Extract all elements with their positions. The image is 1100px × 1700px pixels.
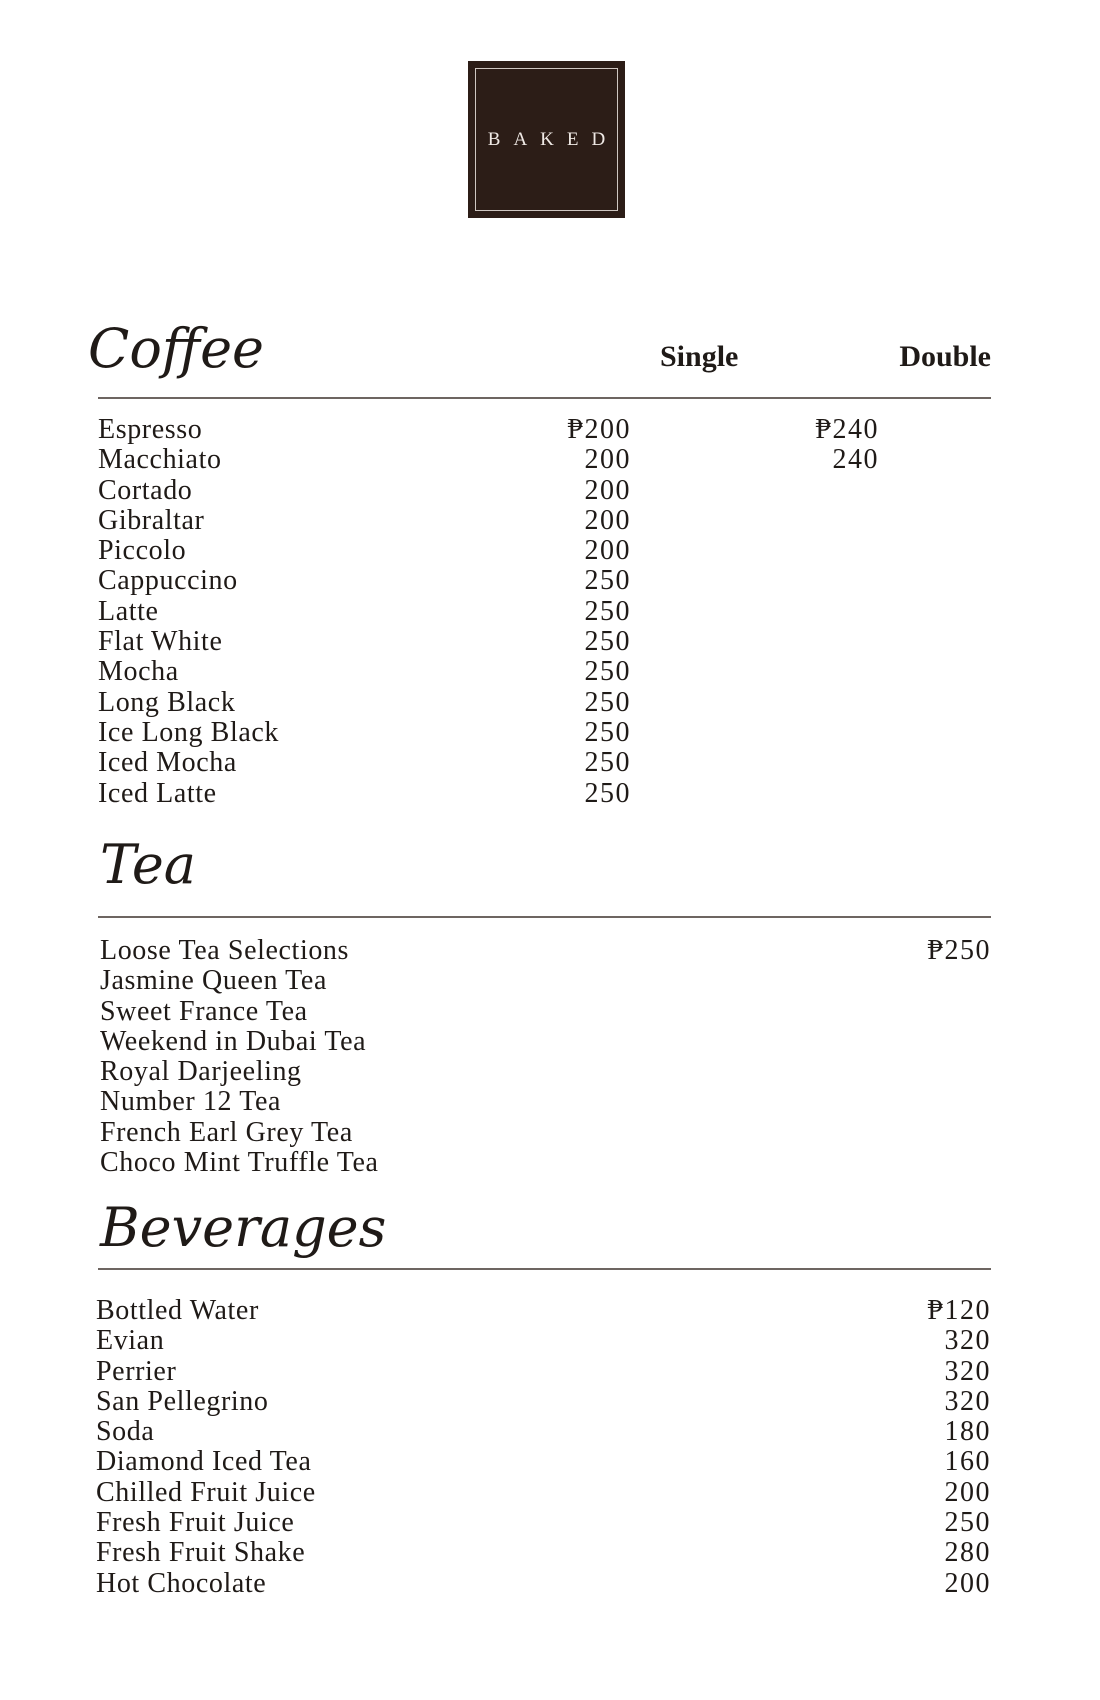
menu-item xyxy=(98,536,991,566)
menu-item xyxy=(96,1478,991,1508)
column-header-single: Single xyxy=(660,340,739,373)
price-single: 250 xyxy=(584,716,631,748)
item-name: Loose Tea Selections xyxy=(100,935,350,966)
beverages-divider xyxy=(98,1268,991,1270)
item-name: Cortado xyxy=(98,474,193,506)
price-single: 200 xyxy=(584,444,631,476)
item-price: ₱120 xyxy=(927,1295,991,1326)
menu-item xyxy=(98,566,991,596)
price-single: 250 xyxy=(584,747,631,779)
menu-item xyxy=(96,1357,991,1387)
price-single: 250 xyxy=(584,626,631,658)
item-name: Perrier xyxy=(96,1355,177,1387)
price-single: ₱200 xyxy=(567,414,631,445)
item-name: Evian xyxy=(96,1325,165,1357)
menu-item xyxy=(98,779,991,809)
logo-frame xyxy=(475,68,618,211)
item-name: Bottled Water xyxy=(96,1295,259,1326)
menu-item xyxy=(100,1118,991,1148)
item-name: Espresso xyxy=(98,414,203,445)
item-name: San Pellegrino xyxy=(96,1385,269,1417)
tea-divider xyxy=(98,916,991,918)
item-price: 160 xyxy=(944,1446,991,1478)
item-name: Fresh Fruit Juice xyxy=(96,1507,295,1539)
menu-item xyxy=(100,966,991,996)
item-name: Flat White xyxy=(98,626,223,658)
item-name: Iced Latte xyxy=(98,777,217,809)
price-single: 250 xyxy=(584,777,631,809)
coffee-divider xyxy=(98,397,991,399)
item-name: Soda xyxy=(96,1416,155,1448)
item-price: 180 xyxy=(944,1416,991,1448)
item-name: French Earl Grey Tea xyxy=(100,1116,353,1148)
menu-item xyxy=(100,1087,991,1117)
menu-item xyxy=(96,1508,991,1538)
item-name: Gibraltar xyxy=(98,504,205,536)
price-single: 250 xyxy=(584,595,631,627)
menu-item xyxy=(98,506,991,536)
menu-item xyxy=(98,718,991,748)
price-single: 250 xyxy=(584,565,631,597)
item-name: Weekend in Dubai Tea xyxy=(100,1025,367,1057)
item-name: Mocha xyxy=(98,656,179,688)
menu-item xyxy=(100,936,991,966)
menu-item xyxy=(98,657,991,687)
item-name: Fresh Fruit Shake xyxy=(96,1537,306,1569)
item-price: 320 xyxy=(944,1385,991,1417)
menu-item xyxy=(96,1417,991,1447)
price-double: ₱240 xyxy=(815,414,879,445)
item-name: Piccolo xyxy=(98,535,187,567)
menu-item xyxy=(100,1148,991,1178)
item-price: 320 xyxy=(944,1355,991,1387)
item-name: Hot Chocolate xyxy=(96,1567,267,1599)
menu-item xyxy=(96,1326,991,1356)
item-name: Royal Darjeeling xyxy=(100,1056,302,1088)
item-name: Number 12 Tea xyxy=(100,1086,282,1118)
menu-item xyxy=(98,415,991,445)
item-name: Ice Long Black xyxy=(98,716,279,748)
item-price: 320 xyxy=(944,1325,991,1357)
section-title-coffee: Coffee xyxy=(88,317,265,380)
item-price: 280 xyxy=(944,1537,991,1569)
logo-text: BAKED xyxy=(487,128,619,150)
item-name: Sweet France Tea xyxy=(100,995,308,1027)
item-name: Cappuccino xyxy=(98,565,238,597)
menu-item xyxy=(100,1027,991,1057)
section-title-tea: Tea xyxy=(100,833,196,896)
menu-item xyxy=(98,597,991,627)
price-double: 240 xyxy=(832,444,879,476)
menu-item xyxy=(98,627,991,657)
menu-item xyxy=(98,748,991,778)
menu-item xyxy=(96,1538,991,1568)
coffee-list xyxy=(98,415,991,809)
column-header-double: Double xyxy=(899,340,991,373)
menu-item xyxy=(96,1387,991,1417)
item-name: Choco Mint Truffle Tea xyxy=(100,1147,379,1179)
price-single: 200 xyxy=(584,474,631,506)
price-single: 200 xyxy=(584,504,631,536)
item-name: Iced Mocha xyxy=(98,747,237,779)
beverages-list xyxy=(96,1296,991,1599)
price-single: 250 xyxy=(584,656,631,688)
item-name: Diamond Iced Tea xyxy=(96,1446,312,1478)
section-title-beverages: Beverages xyxy=(100,1196,387,1259)
price-single: 250 xyxy=(584,686,631,718)
item-name: Jasmine Queen Tea xyxy=(100,965,327,997)
item-price: 200 xyxy=(944,1476,991,1508)
item-price: 250 xyxy=(944,1507,991,1539)
menu-item xyxy=(96,1447,991,1477)
menu-item xyxy=(100,997,991,1027)
menu-item xyxy=(96,1569,991,1599)
item-name: Long Black xyxy=(98,686,236,718)
menu-item xyxy=(98,688,991,718)
item-price: 200 xyxy=(944,1567,991,1599)
brand-logo xyxy=(468,61,625,218)
price-single: 200 xyxy=(584,535,631,567)
tea-list xyxy=(100,936,991,1178)
menu-item xyxy=(100,1057,991,1087)
item-name: Latte xyxy=(98,595,159,627)
item-name: Chilled Fruit Juice xyxy=(96,1476,316,1508)
item-price: ₱250 xyxy=(927,935,991,966)
menu-item xyxy=(98,445,991,475)
menu-item xyxy=(98,476,991,506)
item-name: Macchiato xyxy=(98,444,222,476)
menu-item xyxy=(96,1296,991,1326)
